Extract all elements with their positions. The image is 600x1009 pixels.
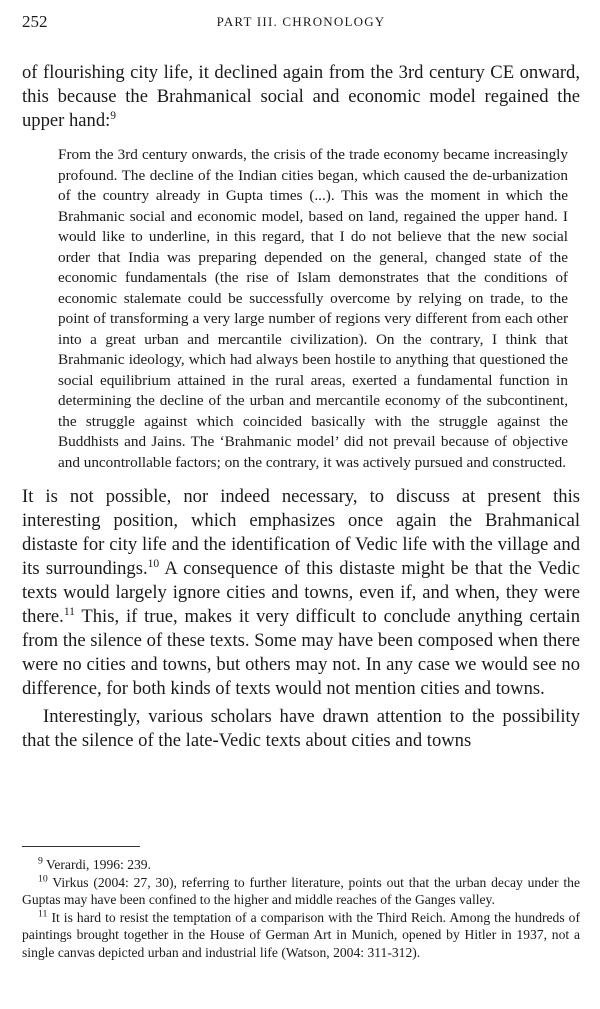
footnote-text: Verardi, 1996: 239.: [46, 857, 151, 872]
paragraph-2-text-c: This, if true, makes it very difficult to conclude anything certain from the silence of these texts. Some may have been composed when there were no cities and towns, but others may not. In any case we would see no difference, for both kinds of texts would not mention cities and towns.: [22, 606, 580, 699]
running-head: [22, 8, 580, 34]
part-title: PART III. CHRONOLOGY: [216, 14, 386, 29]
paragraph-1-text: of flourishing city life, it declined again from the 3rd century CE onward, this because the Brahmanical social and economic model regained the upper hand:: [22, 62, 580, 131]
paragraph-2: [22, 485, 580, 701]
block-quote: From the 3rd century onwards, the crisis of the trade economy became increasingly profound. The decline of the Indian cities began, which caused the de-urbanization of the country already in Gupta times (...). This was the moment in which the Brahmanic social and economic model, based on land, regained the upper hand. I would like to underline, in this regard, that I do not believe that the new social order that India was preparing depended on the general, changed state of the economic fundamentals (the rise of Islam demonstrates that the conditions of economic stalemate could be successfully overcome by relying on trade, to the point of transforming a very large number of regions very different from each other into a great urban and mercantile civilization). On the contrary, I think that Brahmanic ideology, which had always been hostile to anything that questioned the social equilibrium attained in the rural areas, exerted a fundamental function in determining the decline of the urban and mercantile economy of the subcontinent, the struggle against which coincided basically with the struggle against the Buddhists and Jains. The ‘Brahmanic model’ did not prevail because of objective and uncontrollable factors; on the contrary, it was actively pursued and constructed.: [58, 146, 568, 471]
footnote-number: 9: [38, 855, 43, 867]
footnote-number: 11: [38, 908, 48, 920]
paragraph-2-text-b: A consequence of this distaste might be that the Vedic texts would largely ignore cities and towns, even if, and when, they were there.: [22, 558, 580, 627]
page: [22, 8, 580, 753]
footnote-ref-9[interactable]: 9: [110, 109, 117, 122]
footnote-rule: [22, 846, 140, 847]
paragraph-2-text-a: It is not possible, nor indeed necessary, to discuss at present this interesting position, which emphasizes once again the Brahmanical distaste for city life and the identification of Vedic life with the village and its surroundings.: [22, 486, 580, 579]
footnote-10: [22, 874, 580, 909]
footnote-ref-11[interactable]: 11: [63, 605, 75, 618]
paragraph-1: [22, 61, 580, 133]
paragraph-3: Interestingly, various scholars have drawn attention to the possibility that the silence of the late-Vedic texts about cities and towns: [22, 706, 580, 751]
footnote-ref-10[interactable]: 10: [147, 557, 160, 570]
footnote-number: 10: [38, 873, 48, 885]
footnote-9: [22, 856, 580, 874]
footnote-text: It is hard to resist the temptation of a comparison with the Third Reich. Among the hundreds of paintings brought together in the House of German Art in Munich, opened by Hitler in 1937, not a single canvas depicted urban and industrial life (Watson, 2004: 311-312).: [22, 909, 580, 960]
footnote-11: [22, 909, 580, 962]
footnote-text: Virkus (2004: 27, 30), referring to further literature, points out that the urban decay under the Guptas may have been confined to the higher and middle reaches of the Ganges valley.: [22, 874, 580, 908]
footnotes: [22, 846, 580, 962]
page-number: 252: [22, 12, 48, 31]
